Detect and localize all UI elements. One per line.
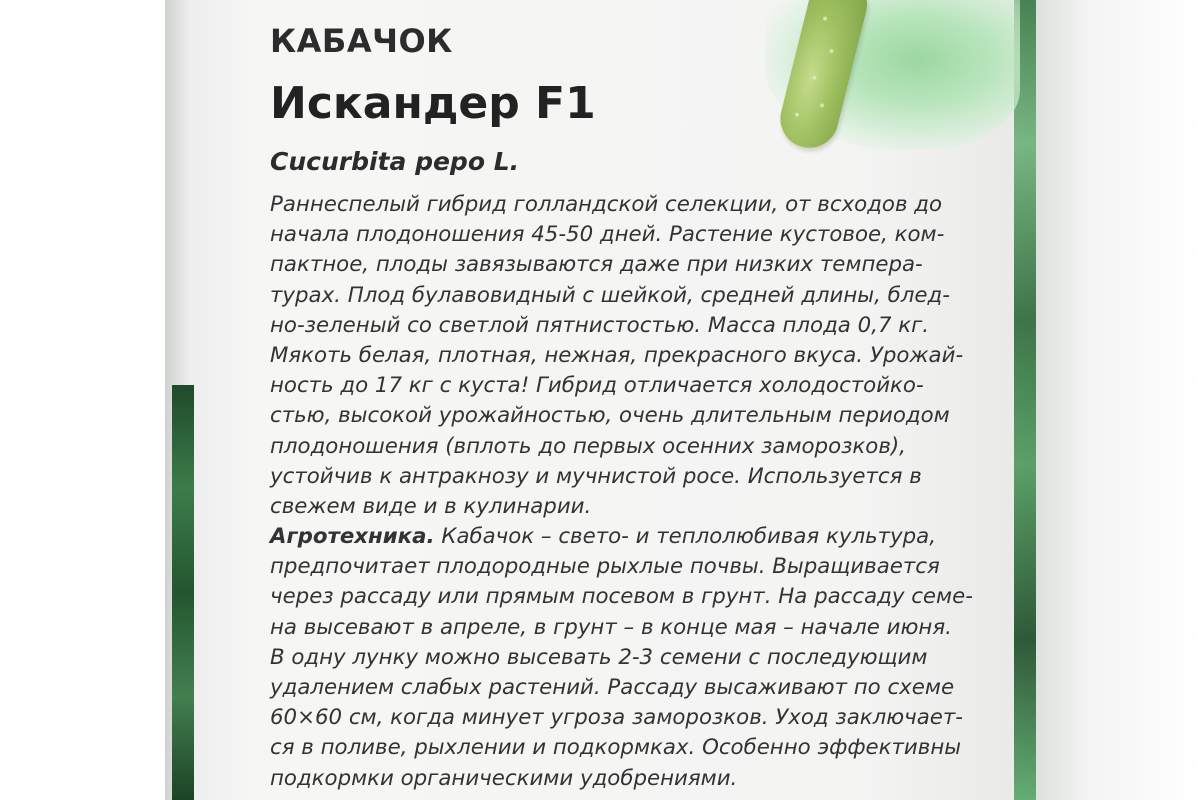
description-line: свежем виде и в кулинарии. xyxy=(270,493,592,519)
agro-line: ся в поливе, рыхлении и подкормках. Особенно эффективны xyxy=(270,735,962,761)
latin-name: Cucurbita pepo L. xyxy=(270,147,520,176)
description-line: устойчив к антракнозу и мучнистой росе. Используется в xyxy=(270,463,922,489)
description-line: стью, высокой урожайностью, очень длительным периодом xyxy=(270,403,950,429)
agro-line: 60×60 см, когда минует угроза заморозков. Уход заключает- xyxy=(270,705,963,731)
variety-name: Искандер F1 xyxy=(270,78,596,129)
agro-first-line-text: Кабачок – свето- и теплолюбивая культура, xyxy=(434,524,936,550)
agro-line: В одну лунку можно высевать 2-3 семени с последующим xyxy=(270,644,928,670)
agro-heading: Агротехника. xyxy=(270,524,435,550)
description-line: турах. Плод булавовидный с шейкой, средней длины, блед- xyxy=(270,282,950,308)
agro-line: через рассаду или прямым посевом в грунт. На рассаду семе- xyxy=(270,584,973,610)
packet-description xyxy=(270,190,973,794)
background-right xyxy=(1025,0,1200,800)
agro-line: на высевают в апреле, в грунт – в конце мая – начале июня. xyxy=(270,614,952,640)
description-line: ность до 17 кг с куста! Гибрид отличается холодостойко- xyxy=(270,373,924,399)
agro-line: удалением слабых растений. Рассаду высаживают по схеме xyxy=(270,675,955,700)
description-line: плодоношения (вплоть до первых осенних заморозков), xyxy=(270,433,906,459)
description-line: пактное, плоды завязываются даже при низких темпера- xyxy=(270,252,923,278)
description-line: Раннеспелый гибрид голландской селекции, от всходов до xyxy=(270,192,943,217)
packet-green-edge-left xyxy=(172,385,194,800)
crop-name: КАБАЧОК xyxy=(270,22,453,60)
description-line: но-зеленый со светлой пятнистостью. Масса плода 0,7 кг. xyxy=(270,312,930,338)
packet-green-edge-right xyxy=(1014,0,1036,800)
description-line: начала плодоношения 45-50 дней. Растение кустовое, ком- xyxy=(270,222,945,248)
description-line: Мякоть белая, плотная, нежная, прекрасного вкуса. Урожай- xyxy=(270,342,964,368)
agro-first-line xyxy=(270,522,940,552)
agro-line: подкормки органическими удобрениями. xyxy=(270,765,738,791)
agro-line: предпочитает плодородные рыхлые почвы. Выращивается xyxy=(270,554,940,580)
